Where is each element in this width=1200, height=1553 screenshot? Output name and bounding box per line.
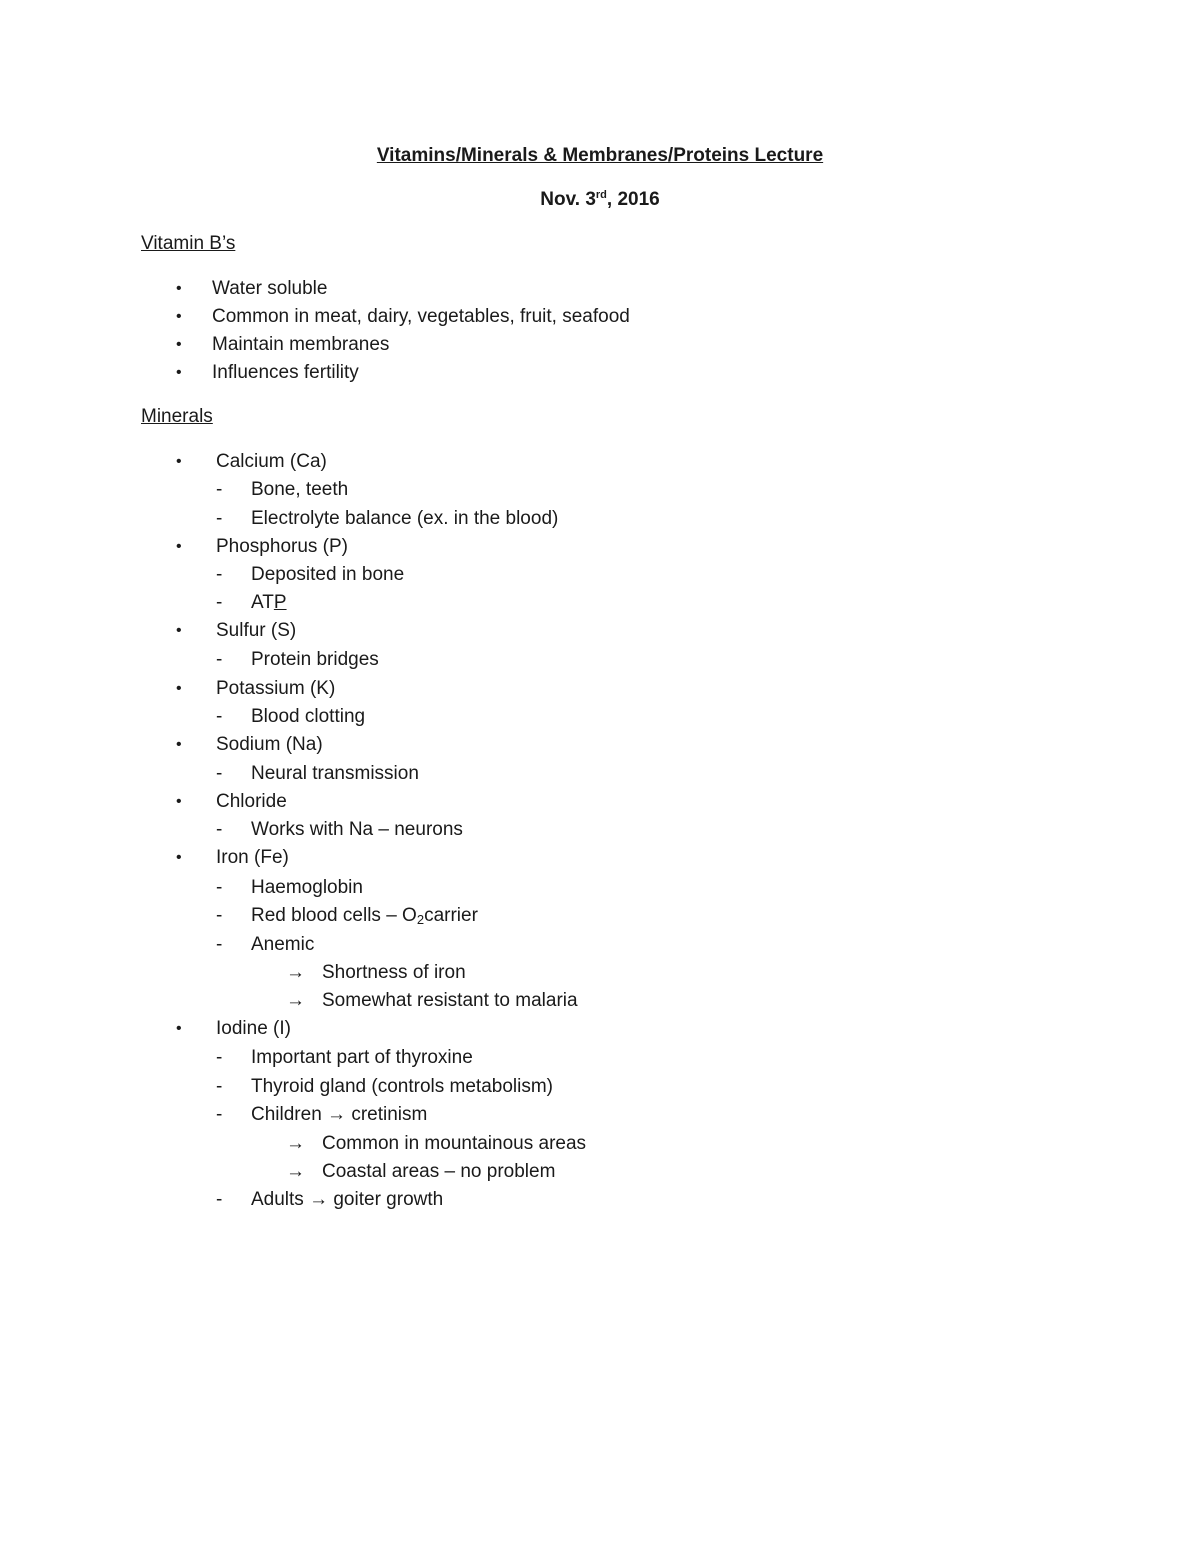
sub-item: - Bone, teeth <box>216 479 349 500</box>
arrow-item: → Coastal areas – no problem <box>286 1161 556 1182</box>
sub-item: - Red blood cells – $O_2carrier$ <box>216 905 478 927</box>
sub-item: - ATP <box>216 592 287 613</box>
bullet-icon: • <box>176 453 182 470</box>
document-title: Vitamins/Minerals & Membranes/Proteins Lecture <box>376 145 824 166</box>
minerals-heading: Minerals <box>141 406 213 427</box>
vitamin-b-heading: Vitamin B’s <box>141 233 236 254</box>
arrow-icon: → <box>286 990 305 1011</box>
dash-icon: - <box>216 819 223 840</box>
mineral-chloride: • Chloride <box>176 791 287 812</box>
dash-icon: - <box>216 763 223 784</box>
dash-icon: - <box>216 1076 223 1097</box>
mineral-phosphorus: • Phosphorus (P) <box>176 536 349 557</box>
mineral-calcium: • Calcium (Ca) <box>176 451 327 472</box>
sub-item: - Neural transmission <box>216 763 419 784</box>
lecture-date: Nov. 3rd, 2016 <box>540 189 660 210</box>
mineral-potassium: • Potassium (K) <box>176 678 336 699</box>
dash-icon: - <box>216 905 223 926</box>
sub-item: - Works with Na – neurons <box>216 819 463 840</box>
sub-item: - Children → cretinism <box>216 1104 428 1125</box>
list-item: • Influences fertility <box>176 362 359 383</box>
sub-item: - Blood clotting <box>216 706 366 727</box>
sub-item: - Anemic <box>216 934 315 955</box>
bullet-icon: • <box>176 793 182 810</box>
bullet-icon: • <box>176 336 182 353</box>
sub-item: - Deposited in bone <box>216 564 405 585</box>
dash-icon: - <box>216 592 223 613</box>
sub-item: - Electrolyte balance (ex. in the blood) <box>216 508 559 529</box>
mineral-sulfur: • Sulfur (S) <box>176 620 297 641</box>
sub-item: - Thyroid gland (controls metabolism) <box>216 1076 554 1097</box>
sub-item: - Haemoglobin <box>216 877 363 898</box>
bullet-icon: • <box>176 849 182 866</box>
arrow-icon: → <box>286 1161 305 1182</box>
list-item: • Water soluble <box>176 278 328 299</box>
dash-icon: - <box>216 1104 223 1125</box>
bullet-icon: • <box>176 280 182 297</box>
mineral-iron: • Iron (Fe) <box>176 847 289 868</box>
arrow-icon: → <box>286 1133 305 1154</box>
arrow-icon: → <box>286 962 305 983</box>
bullet-icon: • <box>176 364 182 381</box>
dash-icon: - <box>216 479 223 500</box>
dash-icon: - <box>216 877 223 898</box>
arrow-item: → Shortness of iron <box>286 962 466 983</box>
sub-item: - Protein bridges <box>216 649 379 670</box>
dash-icon: - <box>216 564 223 585</box>
list-item: • Common in meat, dairy, vegetables, fruit, seafood <box>176 306 630 327</box>
dash-icon: - <box>216 1047 223 1068</box>
dash-icon: - <box>216 1189 223 1210</box>
bullet-icon: • <box>176 1020 182 1037</box>
mineral-iodine: • Iodine (I) <box>176 1018 291 1039</box>
dash-icon: - <box>216 649 223 670</box>
dash-icon: - <box>216 508 223 529</box>
bullet-icon: • <box>176 736 182 753</box>
bullet-icon: • <box>176 622 182 639</box>
sub-item: - Important part of thyroxine <box>216 1047 473 1068</box>
arrow-item: → Common in mountainous areas <box>286 1133 587 1154</box>
bullet-icon: • <box>176 680 182 697</box>
dash-icon: - <box>216 934 223 955</box>
sub-item: - Adults → goiter growth <box>216 1189 444 1210</box>
bullet-icon: • <box>176 538 182 555</box>
bullet-icon: • <box>176 308 182 325</box>
dash-icon: - <box>216 706 223 727</box>
arrow-item: → Somewhat resistant to malaria <box>286 990 578 1011</box>
list-item: • Maintain membranes <box>176 334 390 355</box>
mineral-sodium: • Sodium (Na) <box>176 734 323 755</box>
